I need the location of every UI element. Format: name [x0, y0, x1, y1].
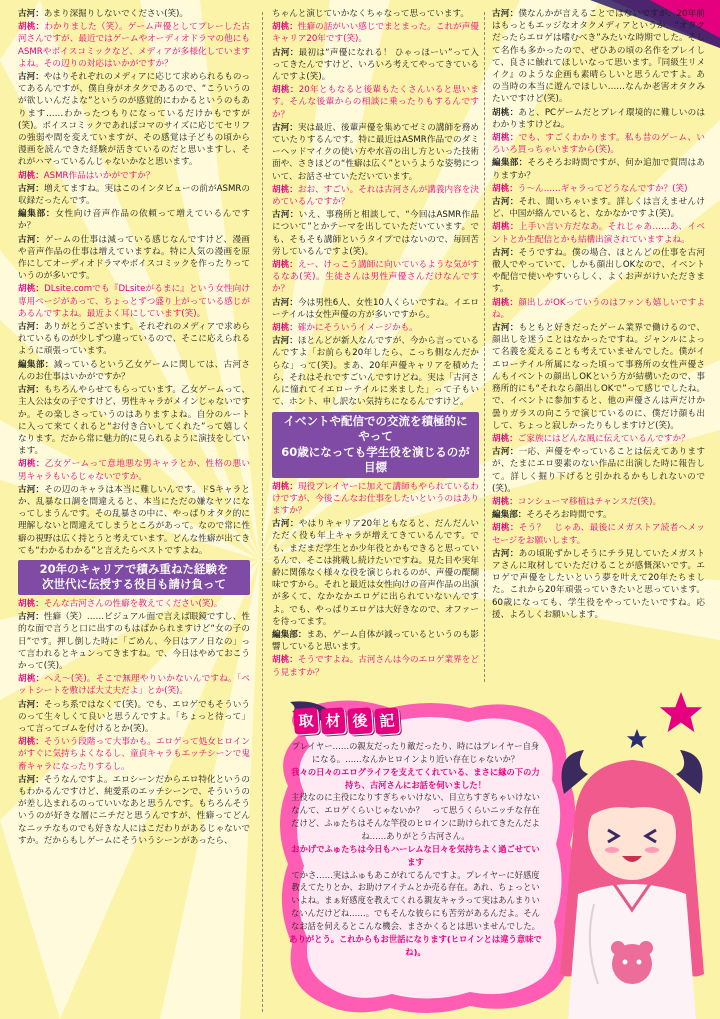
dialogue-line — [18, 21, 250, 70]
speaker-name: 胡桃： — [492, 433, 518, 444]
dialogue-line — [492, 322, 705, 432]
dialogue-line — [492, 196, 705, 220]
dialogue-text: いえ、事務所と相談して、“今回はASMR作品について”とかテーマを出していただいています。でも、そもそも講師というタイプではないので、毎回苦労しているんですよ(笑)。 — [272, 210, 479, 257]
dialogue-text: 乙女ゲームって意地悪な男キャラとか、性格の悪い男キャラもいるじゃないですか。 — [18, 459, 250, 482]
speaker-name: 古河： — [18, 322, 44, 333]
dialogue-line — [492, 183, 705, 195]
speaker-name: 古河： — [18, 72, 44, 83]
dialogue-line — [492, 8, 705, 106]
dialogue-line — [492, 297, 705, 321]
column-divider-1 — [262, 12, 263, 1012]
dialogue-line — [272, 47, 479, 84]
dialogue-line — [272, 184, 479, 208]
afterword-paragraph: 主役なのに主役になりすぎちゃいけない、目立ちすぎちゃいけないなんて、エロゲくらいじゃないか？ って思うくらいニッチな存在だけど、ふゅたちはそんな竿役のヒロインに助けられてきたんだよね……ありがとう古河さん。 — [291, 792, 540, 842]
speaker-name: 編集部： — [492, 510, 527, 521]
dialogue-text: 実は最近、後輩声優を集めてゼミの講師を務めていたりするんです。特に最近はASMR作品でのダミーヘッドマイクの使い方や水音の出し方といった技術面や、さきほどの“性癖は広く”というような姿勢について、お話させていただいています。 — [272, 122, 479, 182]
speaker-name: 胡桃： — [492, 297, 519, 308]
article-column-1 — [18, 8, 250, 848]
dialogue-text: 今は男性6人、女性10人くらいですね。イエローテイルは女性声優の方が多いですから。 — [272, 297, 479, 320]
dialogue-line — [18, 71, 250, 169]
speaker-name: 古河： — [272, 210, 299, 221]
afterword-panel — [270, 694, 710, 1019]
speaker-name: 胡桃： — [18, 22, 45, 33]
speaker-name: 古河： — [492, 323, 519, 334]
dialogue-line — [492, 446, 705, 495]
dialogue-text: そろそろお時間です。 — [526, 510, 612, 521]
dialogue-text: あまり深掘りしないでください(笑)。 — [43, 9, 189, 19]
dialogue-text: 性癖の話がいい感じでまとまった。これが声優キャリア20年です(笑)。 — [272, 22, 479, 45]
dialogue-line — [272, 518, 479, 628]
speaker-name: 編集部： — [18, 209, 56, 220]
dialogue-line — [492, 157, 705, 181]
dialogue-text: ありがとうございます。それぞれのメディアで求められているものが少しずつ違っているので、そこに応えられるように頑張っています。 — [18, 322, 250, 357]
dialogue-text: もともと好きだったゲーム業界で働けるので、顔出しを迷うことはなかったですね。ジャンルによって名義を変えることも考えていませんでした。僕がイエローテイル所属になった頃って事務所の女性声優さんもイベントの顔出しOKという方が結構いたので、事務所的にも“それなら顔出しOKで”って感じでしたね。で、イベントに参加すると、他の声優さんは声だけか曇りガラスの向こうで演じているのに、僕だけ顔も出して、ちょっと寂しかったりもしますけど(笑)。 — [492, 323, 705, 431]
dialogue-line — [18, 170, 250, 182]
dialogue-text: コンシューマ移植はチャンスだ(笑)。 — [517, 496, 662, 507]
dialogue-line — [492, 548, 705, 621]
afterword-title-char: 材 — [320, 707, 346, 735]
speaker-name: 編集部： — [272, 630, 307, 640]
dialogue-text: 上手い言い方だなあ。それじゃあ……あ、イベントとか生配信とかも結構出演されていますよね。 — [492, 222, 705, 245]
dialogue-line — [492, 107, 705, 131]
speaker-name: 古河： — [272, 519, 299, 530]
afterword-paragraph: 我々の日々のエログライフを支えてくれている、まさに縁の下の力持ち、古河さんにお話を伺いました！ — [291, 766, 540, 790]
dialogue-line — [18, 208, 250, 232]
section-heading-line: イベントや配信での交流を積極的にやって — [283, 413, 468, 444]
dialogue-text: あの頃恥ずかしそうにチラ見していたメガストアさんに取材していただけることが感慨深いです。エロゲで声優をしたいという夢を叶えて20年たちました。これから20年頑張っていきたいと思っています。60歳になっても、学生役をやっていたいですね。応援、よろしくお願いします。 — [492, 548, 705, 620]
article-column-2 — [272, 8, 479, 680]
dialogue-text: その辺のキャラは本当に難しいんです。ドSキャラとか、乱暴な口調を間違えると、本当にただの嫌なヤツになってしまうんです。その乱暴さの中に、やっぱりオタク的に理解しないと間違えてしまうところがあって。なので常に性癖の視野は広く持とうと考えています。どんな性癖が出てきても“わかるわかる”と言えたらベストですよね。 — [18, 484, 250, 556]
speaker-name: 編集部： — [18, 359, 54, 370]
dialogue-line — [18, 8, 250, 20]
speaker-name: 胡桃： — [18, 170, 44, 181]
dialogue-line — [18, 598, 250, 610]
dialogue-line — [272, 297, 479, 321]
dialogue-line — [18, 283, 250, 320]
speaker-name: 古河： — [18, 385, 44, 396]
dialogue-line — [18, 234, 250, 283]
dialogue-text: おお、すごい。それは古河さんが講義内容を決めているんですか？ — [272, 184, 479, 208]
dialogue-text: 20年ともなると後輩もたくさんいると思います。そんな後輩からの相談に乗ったりもするんですか？ — [272, 85, 479, 120]
dialogue-line — [492, 221, 705, 245]
dialogue-text: 減っているという乙女ゲームに関しては、古河さんのお仕事はいかがですか？ — [18, 359, 250, 382]
dialogue-line — [272, 21, 479, 45]
speaker-name: 古河： — [18, 234, 45, 245]
dialogue-line — [18, 774, 250, 847]
afterword-text — [288, 740, 543, 959]
dialogue-line — [492, 496, 705, 508]
speaker-name: 胡桃： — [492, 222, 519, 233]
speaker-name: 胡桃： — [18, 674, 45, 685]
dialogue-text: そうなんですよ。エロシーンだからエロ特化というのもわかるんですけど、純愛系のエッチシーンで、そういうのが差し込まれるのっていいなあと思うんです。もちろんそういうのが好きな層にニチだと思うんですが、性癖ってどんなニッチなものでも好きな人にはこだわりがあるじゃないですか。だからもしゲームにそういうシーンがあったら、 — [18, 774, 250, 846]
dialogue-text: 女性向け音声作品の依頼って増えているんですか？ — [18, 209, 250, 232]
section-heading-line: 60歳になっても学生役を演じるのが目標 — [281, 444, 470, 475]
dialogue-text: そうですよね。古河さんは今のエロゲ業界をどう見ますか？ — [272, 655, 479, 678]
dialogue-line — [18, 699, 250, 736]
speaker-name: 胡桃： — [272, 481, 298, 492]
dialogue-text: ほとんどが新人なんですが、今から言っているんですよ「お前らも20年したら、こっち側なんだからな」って(笑)。まあ、20年声優キャリアを積めたら、それはそれですごいんですけどね。実は「古河さんに憧れてイエローテイルに来ました」って子もいて、ホント、申し訳ない気持ちになるんですけど。 — [272, 336, 479, 408]
dialogue-text: ちゃんと演じていかなくちゃなって思っています。 — [272, 9, 469, 19]
speaker-name: 胡桃： — [272, 184, 298, 195]
dialogue-text: そう？ じゃあ、最後にメガストア読者へメッセージをお願いします。 — [492, 523, 705, 546]
speaker-name: 古河： — [492, 197, 519, 208]
dialogue-text: やはりキャリア20年ともなると、だんだんいただく役も年上キャラが増えてきているんです。でも、まだまだ学生とか少年役とかもできると思っているんで、そこは挑戦し続けたいですね。見た目や実年齢に関係なく様々な役を演じられるのが、声優の醍醐味ですから。それと最近は女性向けの音声作品の出演が多くて、なかなかエロゲに出られていないんですよ。でも、やっぱりエロゲは大好きなので、オファーを待ってます。 — [272, 519, 479, 627]
speaker-name: 胡桃： — [272, 260, 298, 271]
speaker-name: 胡桃： — [272, 85, 299, 96]
speaker-name: 胡桃： — [18, 284, 45, 295]
column-divider-2 — [484, 12, 485, 682]
dialogue-text: 最初は“声優になれる！ ひゃっほーい”って入ってきたんですけど、いろいろ考えてやってきているんですよ(笑)。 — [272, 47, 479, 83]
dialogue-text: あと、PCゲームだとプレイ環境的に難しいのはわかりますけどね。 — [492, 107, 705, 130]
speaker-name: 胡桃： — [18, 459, 45, 470]
dialogue-text: そんな古河さんの性癖を教えてください(笑)。 — [43, 598, 223, 609]
dialogue-text: 確かにそういうイメージかも。 — [297, 323, 418, 334]
afterword-title — [294, 708, 399, 734]
speaker-name: 胡桃： — [272, 323, 298, 334]
speaker-name: 古河： — [18, 183, 44, 194]
afterword-title-char: 記 — [374, 707, 400, 735]
speaker-name: 編集部： — [492, 158, 528, 169]
dialogue-line — [492, 247, 705, 296]
afterword-title-char: 取 — [293, 707, 319, 735]
speaker-name: 胡桃： — [492, 107, 519, 118]
speaker-name: 古河： — [272, 336, 298, 347]
speaker-name: 胡桃： — [492, 133, 519, 144]
speaker-name: 胡桃： — [18, 737, 44, 748]
dialogue-line — [492, 132, 705, 156]
dialogue-line — [272, 335, 479, 408]
dialogue-line — [18, 736, 250, 773]
afterword-paragraph: おかげでふゅたちは今日もハーレムな日々を気持ちよく過ごせています — [291, 843, 540, 867]
section-heading — [272, 412, 479, 478]
dialogue-line — [272, 259, 479, 296]
afterword-paragraph: プレイヤー……の親友だったり敵だったり、時にはプレイヤー自身になる。……なんかヒロインより近い存在じゃないか？ — [291, 741, 540, 764]
dialogue-line — [18, 458, 250, 482]
dialogue-line — [492, 522, 705, 546]
dialogue-text: 性癖（笑）……ビジュアル面で言えば眼鏡ですし、性的な面で言うと口に出すのもはばかられますけど“女の子の日”です。押し倒した時に「ごめん、今日はアノ日なの」って言われるとキュンってきますね。で、今日はやめておこうかって(笑)。 — [18, 612, 250, 671]
dialogue-line — [272, 122, 479, 183]
speaker-name: 古河： — [18, 484, 45, 495]
dialogue-text: 僕なんかが言えることではないですが、20年前はもっともエッジなオタクメディアというか、“オタクだったらエロゲは嗜むべき”みたいな時期でした。そして名作も多かったので、ぜひあの頃の名作をプレイして、良さに触れてほしいなって思います。『同級生リメイク』のような企画も素晴らしいと思うんですよ。あの当時の本当に遊んでほしい……なんか老害オタクみたいですけど(笑)。 — [492, 9, 705, 105]
dialogue-line — [492, 433, 705, 445]
section-heading-line: 20年のキャリアで積み重ねた経験を — [39, 561, 229, 576]
speaker-name: 胡桃： — [492, 183, 518, 194]
dialogue-line — [18, 321, 250, 358]
afterword-paragraph: ありがとう。これからもお世話になります(ヒロインとは違う意味でね)。 — [289, 933, 542, 957]
dialogue-line — [18, 673, 250, 697]
dialogue-line — [492, 509, 705, 521]
speaker-name: 胡桃： — [492, 523, 519, 534]
speaker-name: 古河： — [492, 548, 519, 559]
dialogue-line — [18, 611, 250, 672]
speaker-name: 胡桃： — [272, 22, 298, 33]
dialogue-line — [272, 629, 479, 653]
dialogue-line — [18, 484, 250, 557]
dialogue-text: う～ん……ギャラってどうなんですか？(笑) — [517, 183, 688, 194]
speaker-name: 古河： — [18, 9, 44, 19]
dialogue-text: わかりました（笑）。ゲーム声優としてプレーした古河さんですが、最近ではゲームやオーディオドラマの他にもASMRやボイスコミックなど、メディアが多様化していますよね。その辺りの対応はいかがですか？ — [18, 22, 250, 69]
dialogue-text: まあ、ゲーム自体が減っているというのも影響していると思います。 — [272, 630, 479, 653]
dialogue-line — [18, 384, 250, 457]
dialogue-text: 一応、声優をやっていることは伝えてありますが、たまにエロ要素のない作品に出演した時に報告して。詳しく掘り下げると引かれるかもしれないので(笑)。 — [492, 447, 705, 494]
dialogue-line — [272, 654, 479, 678]
dialogue-text: ASMR作品はいかがですか？ — [43, 170, 155, 181]
dialogue-line — [272, 8, 479, 20]
section-heading-line: 次世代に伝授する役目も請け負って — [42, 577, 226, 592]
dialogue-line — [272, 481, 479, 518]
dialogue-text: へえ～(笑)。そこで無理やりいかないんですね。「ペットシートを敷けば大丈夫だよ」とか(笑)。 — [18, 674, 250, 697]
dialogue-text: DLsite.comでも『DLsiteがるまに』という女性向け専用ページがあって、ちょっとずつ盛り上がっている感じがあるんですよね。最近よく耳にしています(笑)。 — [18, 284, 250, 319]
dialogue-text: やはりそれぞれのメディアに応じて求められるものってあるんですが、僕自身がオタクであるので、“こういうのが欲しいんだよな”というのが感覚的にわかるというのもあります……わかったつもりになっているだけかもですが(笑)。ボイスコミックであればコマのサイズに応じてセリフの強弱や間を変えていますが、その感覚は子どもの頃から漫画を読んできた経験が活きているのだと思いますし、それがハマっているんじゃないかなと思います。 — [18, 72, 250, 168]
article-column-3 — [492, 8, 705, 622]
character-illustration — [554, 734, 710, 1019]
dialogue-text: ゲームの仕事は減っている感じなんですけど、漫画や音声作品の仕事は増えていますね。特に人気の漫画を原作にしてオーディオドラマやボイスコミックを作ったりっていうのが多いです。 — [18, 234, 250, 282]
dialogue-text: でも、すごくわかります。私も昔のゲーム、いろいろ買っちゃいますから(笑)。 — [492, 133, 705, 156]
dialogue-text: ご家族にはどんな風に伝えているんですか？ — [517, 433, 690, 444]
speaker-name: 古河： — [272, 122, 298, 133]
speaker-name: 胡桃： — [272, 655, 298, 666]
dialogue-text: 現役プレイヤーに加えて講師もやられているわけですが、今後こんなお仕事をしたいというのはありますか？ — [272, 481, 479, 516]
afterword-paragraph: てかさ……実はふゅもあこがれてるんですよ。プレイヤーに好感度教えてたりとか、お助けアイテムとか売る存在。あれ、ちょっといいよね。まぁ好感度を教えてくれる親友キャラって実はあんまりいないんだけどね……。でもそんな彼らにも苦労があるんだよ。そんなお話を伺えるとこんな機会、まさかくるとは思いませんでした。 — [291, 869, 540, 932]
dialogue-line — [272, 209, 479, 258]
section-heading — [18, 560, 250, 595]
dialogue-text: えー、けっこう講師に向いているような気がするなあ(笑)。生徒さんは男性声優さんだけなんですか？ — [272, 260, 479, 295]
dialogue-line — [272, 322, 479, 334]
dialogue-text: 増えてますね。実はこのインタビューの前がASMRの収録だったんです。 — [18, 183, 250, 207]
dialogue-text: そろそろお時間ですが、何か追加で質問はありますか？ — [492, 158, 705, 181]
dialogue-line — [18, 183, 250, 207]
afterword-title-char: 後 — [347, 707, 373, 735]
speaker-name: 古河： — [18, 699, 44, 710]
speaker-name: 古河： — [18, 774, 44, 785]
dialogue-line — [272, 84, 479, 121]
speaker-name: 古河： — [492, 9, 519, 19]
dialogue-text: そうですね。僕の場合、ほとんどの仕事を古河徹人でやっていて、しかも顔出しOKなので、イベントや配信で使いやすいらしく、よくお声がけいただきます。 — [492, 247, 705, 295]
dialogue-text: 顔出しがOKっていうのはファンも嬉しいですよね。 — [492, 297, 705, 320]
speaker-name: 古河： — [272, 47, 299, 58]
dialogue-text: そういう段階って大事かも。エロゲって処女ヒロインがすぐに気持ちよくなるし、童貞キャラもエッチシーンで鬼畜キャラになったりするし。 — [18, 737, 250, 772]
speaker-name: 古河： — [272, 297, 299, 308]
dialogue-text: そっち系ではなくて(笑)。でも、エロゲでもそういうのって生々しくて良いと思うんですよ。「ちょっと待って」って言ってゴムを付けるとか(笑)。 — [18, 699, 250, 734]
speaker-name: 古河： — [492, 447, 519, 458]
speaker-name: 胡桃： — [492, 496, 518, 507]
speaker-name: 胡桃： — [18, 598, 44, 609]
speaker-name: 古河： — [492, 247, 519, 258]
speaker-name: 古河： — [18, 612, 44, 623]
dialogue-line — [18, 359, 250, 383]
dialogue-text: それ、聞いちゃいます。詳しくは言えませんけど、中国が絡んでいると、なかなかですよ(笑)。 — [492, 197, 705, 220]
dialogue-text: もちろんやらせてもらっています。乙女ゲームって、主人公は女の子ですけど、男性キャラがメインじゃないですか。その楽しさっていうのはありますよね。自分のルートに入って来てくれると“お付き合いしてくれた”って嬉しくなります。だから常に魅力的に見られるように演技をしています。 — [18, 385, 250, 457]
